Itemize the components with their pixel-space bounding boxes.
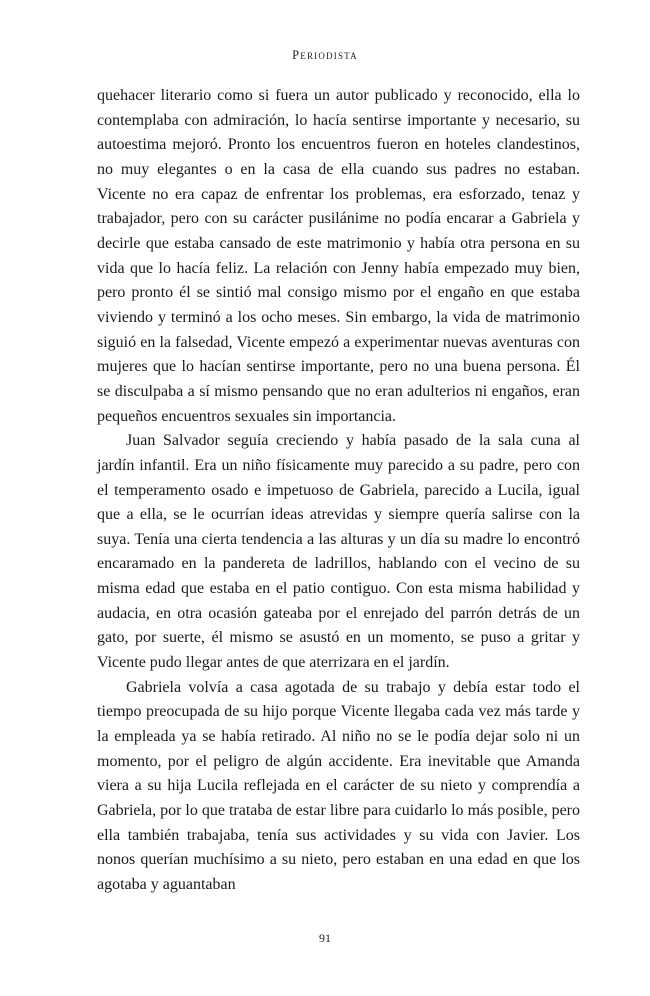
running-head: Periodista: [292, 48, 358, 62]
body-text: [97, 84, 580, 898]
paragraph-2: Juan Salvador seguía creciendo y había pasado de la sala cuna al jardín infantil. Era un niño físicamente muy parecido a su padre, pero con el temperamento osado e impetuoso de Gabriela, parecido a Lucila, igual que a ella, se le ocurrían ideas atrevidas y siempre quería salirse con la suya. Tenía una cierta tendencia a las alturas y un día su madre lo encontró encaramado en la pandereta de ladrillos, hablando con el vecino de su misma edad que estaba en el patio contiguo. Con esta misma habilidad y audacia, en otra ocasión gateaba por el enrejado del parrón detrás de un gato, por suerte, él mismo se asustó en un momento, se puso a gritar y Vicente pudo llegar antes de que aterrizara en el jardín.: [97, 432, 580, 672]
page-number: 91: [319, 931, 331, 945]
paragraph-1: quehacer literario como si fuera un autor publicado y reconocido, ella lo contemplaba con admiración, lo hacía sentirse importante y necesario, su autoestima mejoró. Pronto los encuentros fueron en hoteles clandestinos, no muy elegantes o en la casa de ella cuando sus padres no estaban. Vicente no era capaz de enfrentar los problemas, era esforzado, tenaz y trabajador, pero con su carácter pusilánime no podía encarar a Gabriela y decirle que estaba cansado de este matrimonio y había otra persona en su vida que lo hacía feliz. La relación con Jenny había empezado muy bien, pero pronto él se sintió mal consigo mismo por el engaño en que estaba viviendo y terminó a los ocho meses. Sin embargo, la vida de matrimonio siguió en la falsedad, Vicente empezó a experimentar nuevas aventuras con mujeres que lo hacían sentirse importante, pero no una buena persona. Él se disculpaba a sí mismo pensando que no eran adulterios ni engaños, eran pequeños encuentros sexuales sin importancia.: [97, 87, 580, 425]
paragraph-3: Gabriela volvía a casa agotada de su trabajo y debía estar todo el tiempo preocupada de su hijo porque Vicente llegaba cada vez más tarde y la empleada ya se había retirado. Al niño no se le podía dejar solo ni un momento, por el peligro de algún accidente. Era inevitable que Amanda viera a su hija Lucila reflejada en el carácter de su nieto y comprendía a Gabriela, por lo que trataba de estar libre para cuidarlo lo más posible, pero ella también trabajaba, tenía sus actividades y su vida con Javier. Los nonos querían muchísimo a su nieto, pero estaban en una edad en que los agotaba y aguantaban: [97, 678, 580, 893]
